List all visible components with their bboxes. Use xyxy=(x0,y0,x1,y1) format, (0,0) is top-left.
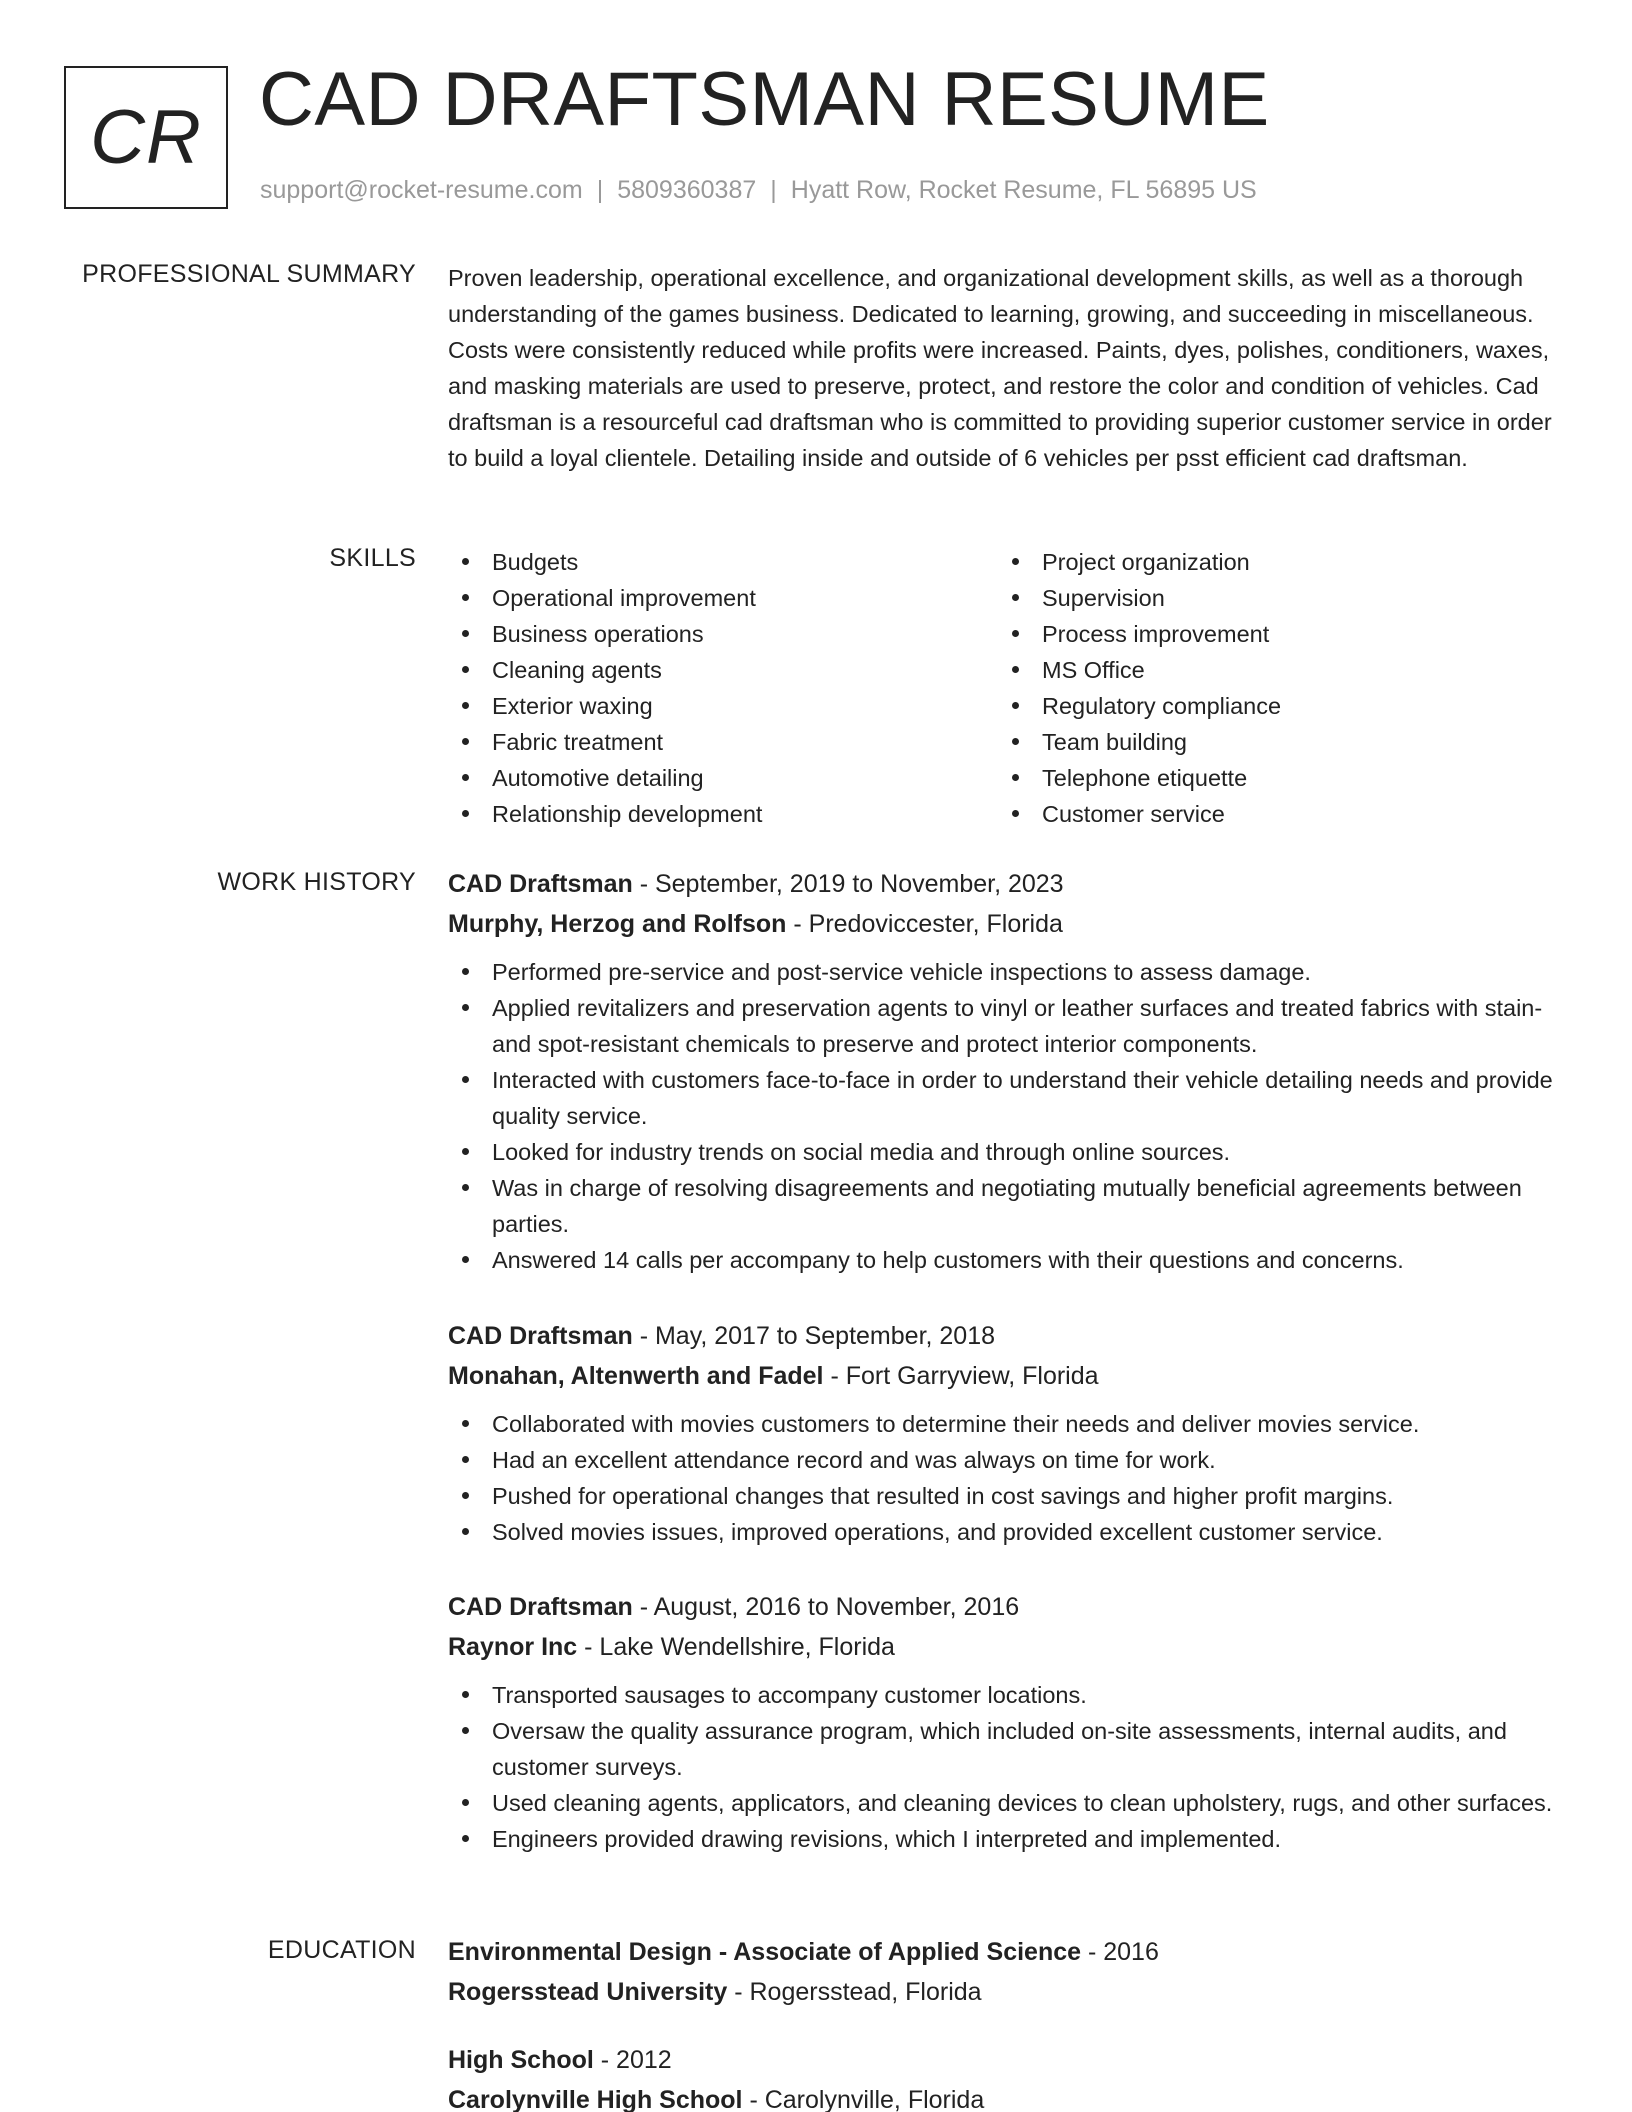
contact-separator: | xyxy=(596,176,604,204)
job-duty: Used cleaning agents, applicators, and cleaning devices to clean upholstery, rugs, and other surfaces. xyxy=(448,1785,1568,1821)
contact-separator: | xyxy=(770,176,777,204)
job-duty: Answered 14 calls per accompany to help customers with their questions and concerns. xyxy=(448,1242,1568,1278)
job-duty: Engineers provided drawing revisions, which I interpreted and implemented. xyxy=(448,1821,1568,1857)
job-duty: Oversaw the quality assurance program, which included on-site assessments, internal audits, and customer surveys. xyxy=(448,1713,1568,1785)
education-location: - Carolynville, Florida xyxy=(742,2086,985,2112)
skill-item: Automotive detailing xyxy=(448,760,998,796)
skill-item: Exterior waxing xyxy=(448,688,998,724)
job-title-line xyxy=(448,1587,1568,1627)
skill-item: MS Office xyxy=(998,652,1548,688)
skill-item: Supervision xyxy=(998,580,1548,616)
skill-item: Regulatory compliance xyxy=(998,688,1548,724)
education-location: - Rogersstead, Florida xyxy=(727,1978,982,2006)
education-degree: Environmental Design - Associate of Applied Science xyxy=(448,1938,1082,1966)
job-location: - Predoviccester, Florida xyxy=(786,910,1063,938)
job-title-line xyxy=(448,864,1568,904)
job-title: CAD Draftsman xyxy=(448,1322,633,1350)
job-duty: Performed pre-service and post-service vehicle inspections to assess damage. xyxy=(448,954,1568,990)
job-entry xyxy=(448,1316,1568,1550)
job-entry xyxy=(448,864,1568,1278)
contact-address: Hyatt Row, Rocket Resume, FL 56895 US xyxy=(790,176,1257,204)
section-label-summary: PROFESSIONAL SUMMARY xyxy=(82,260,416,288)
job-duties-list xyxy=(448,1406,1568,1550)
education-year: - 2012 xyxy=(593,2046,672,2074)
job-company-line xyxy=(448,1356,1568,1396)
skill-item: Budgets xyxy=(448,544,998,580)
page-title: CAD DRAFTSMAN RESUME xyxy=(259,57,1270,142)
job-duty: Had an excellent attendance record and was always on time for work. xyxy=(448,1442,1568,1478)
job-company-line xyxy=(448,904,1568,944)
skills-column-2 xyxy=(998,544,1548,832)
skill-item: Telephone etiquette xyxy=(998,760,1548,796)
skill-item: Business operations xyxy=(448,616,998,652)
job-dates: - May, 2017 to September, 2018 xyxy=(632,1322,996,1350)
job-duty: Was in charge of resolving disagreements and negotiating mutually beneficial agreements between parties. xyxy=(448,1170,1568,1242)
skill-item: Fabric treatment xyxy=(448,724,998,760)
education-year: - 2016 xyxy=(1081,1938,1159,1966)
education-school-line xyxy=(448,2080,1568,2112)
job-duty: Applied revitalizers and preservation agents to vinyl or leather surfaces and treated fabrics with stain- and spot-resistant chemicals to preserve and protect interior components. xyxy=(448,990,1568,1062)
education-degree-line xyxy=(448,2040,1568,2080)
section-label-education: EDUCATION xyxy=(267,1936,416,1964)
job-dates: - August, 2016 to November, 2016 xyxy=(632,1593,1020,1621)
contact-phone: 5809360387 xyxy=(617,176,757,204)
job-entry xyxy=(448,1587,1568,1857)
job-title: CAD Draftsman xyxy=(448,1593,633,1621)
summary-text: Proven leadership, operational excellence, and organizational development skills, as well as a thorough understanding of the games business. Dedicated to learning, growing, and succeeding in miscellaneous. Costs were consistently reduced while profits were increased. Paints, dyes, polishes, conditioners, waxes, and masking materials are used to preserve, protect, and restore the color and condition of vehicles. Cad draftsman is a resourceful cad draftsman who is committed to providing superior customer service in order to build a loyal clientele. Detailing inside and outside of 6 vehicles per psst efficient cad draftsman. xyxy=(448,265,1552,471)
skill-item: Team building xyxy=(998,724,1548,760)
education-school-line xyxy=(448,1972,1568,2012)
job-duties-list xyxy=(448,1677,1568,1857)
education-school: Carolynville High School xyxy=(448,2086,743,2112)
education-degree: High School xyxy=(448,2046,594,2074)
job-location: - Fort Garryview, Florida xyxy=(823,1362,1099,1390)
job-dates: - September, 2019 to November, 2023 xyxy=(632,870,1064,898)
education-school: Rogersstead University xyxy=(448,1978,728,2006)
job-company: Monahan, Altenwerth and Fadel xyxy=(448,1362,824,1390)
education-entry xyxy=(448,2040,1568,2112)
job-duty: Transported sausages to accompany customer locations. xyxy=(448,1677,1568,1713)
skill-item: Operational improvement xyxy=(448,580,998,616)
section-label-work-history: WORK HISTORY xyxy=(217,868,416,896)
skill-item: Cleaning agents xyxy=(448,652,998,688)
skill-item: Project organization xyxy=(998,544,1548,580)
job-location: - Lake Wendellshire, Florida xyxy=(577,1633,895,1661)
skill-item: Process improvement xyxy=(998,616,1548,652)
job-title-line xyxy=(448,1316,1568,1356)
monogram-logo: CR xyxy=(64,66,228,209)
job-duty: Looked for industry trends on social media and through online sources. xyxy=(448,1134,1568,1170)
section-label-skills: SKILLS xyxy=(329,544,416,572)
job-company: Murphy, Herzog and Rolfson xyxy=(448,910,787,938)
skill-item: Relationship development xyxy=(448,796,998,832)
job-duty: Interacted with customers face-to-face in order to understand their vehicle detailing needs and provide quality service. xyxy=(448,1062,1568,1134)
contact-line xyxy=(260,176,1257,205)
skills-column-1 xyxy=(448,544,998,832)
skill-item: Customer service xyxy=(998,796,1548,832)
job-duty: Collaborated with movies customers to determine their needs and deliver movies service. xyxy=(448,1406,1568,1442)
job-duty: Solved movies issues, improved operations, and provided excellent customer service. xyxy=(448,1514,1568,1550)
job-duty: Pushed for operational changes that resulted in cost savings and higher profit margins. xyxy=(448,1478,1568,1514)
job-duties-list xyxy=(448,954,1568,1278)
education-entry xyxy=(448,1932,1568,2012)
job-company: Raynor Inc xyxy=(448,1633,578,1661)
contact-email: support@rocket-resume.com xyxy=(260,176,583,204)
education-degree-line xyxy=(448,1932,1568,1972)
job-company-line xyxy=(448,1627,1568,1667)
job-title: CAD Draftsman xyxy=(448,870,633,898)
